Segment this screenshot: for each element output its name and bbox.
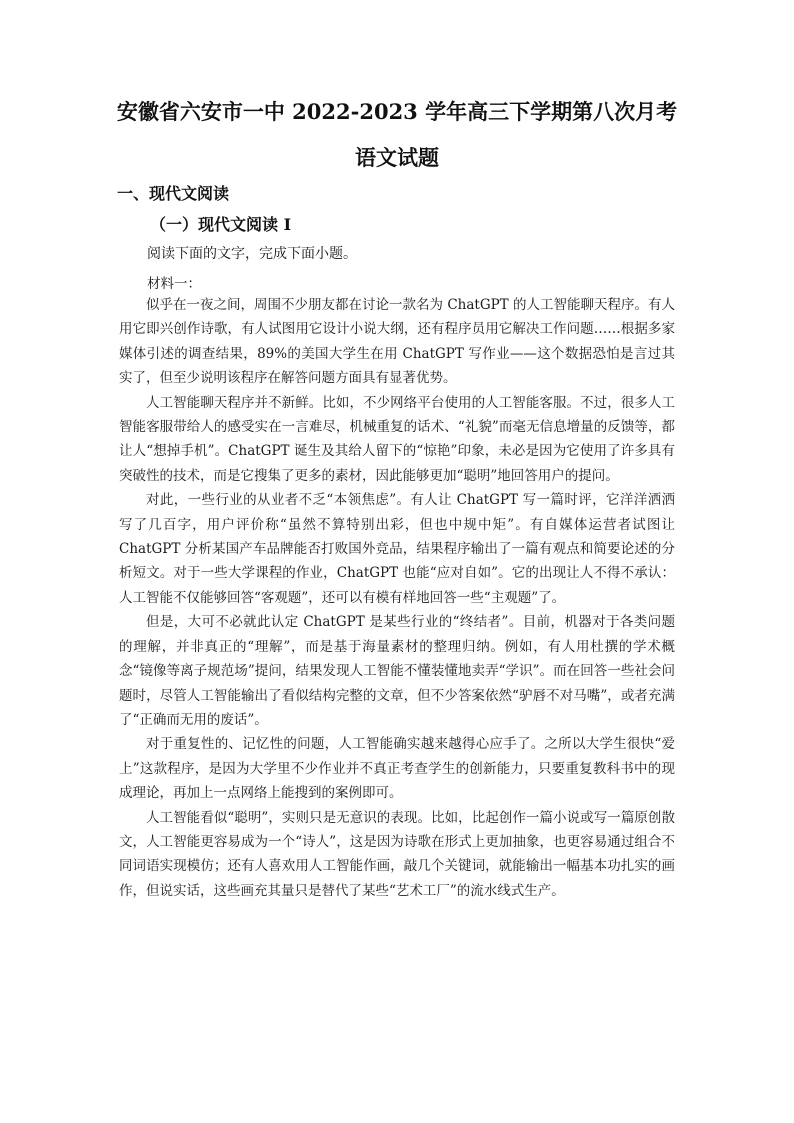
section-heading: 一、现代文阅读 (117, 184, 230, 203)
paragraph: 人工智能聊天程序并不新鲜。比如，不少网络平台使用的人工智能客服。不过，很多人工智能客服带给人的感受实在一言难尽，机械重复的话术、“礼貌”而毫无信息增量的反馈等，都让人“想掉手机”。ChatGPT 诞生及其给人留下的“惊艳”印象，未必是因为它使用了许多具有突破性的技术，而是它搜集了更多的素材，因此能够更加“聪明”地回答用户的提问。 (119, 394, 675, 484)
paragraph: 似乎在一夜之间，周围不少朋友都在讨论一款名为 ChatGPT 的人工智能聊天程序。有人用它即兴创作诗歌，有人试图用它设计小说大纲，还有程序员用它解决工作问题……根据多家媒体引述的调查结果，89%的美国大学生在用 ChatGPT 写作业——这个数据恐怕是言过其实了，但至少说明该程序在解答问题方面具有显著优势。 (119, 297, 675, 387)
paragraph: 但是，大可不必就此认定 ChatGPT 是某些行业的“终结者”。目前，机器对于各类问题的理解，并非真正的“理解”，而是基于海量素材的整理归纳。例如，有人用杜撰的学术概念“镜像等离子规范场”提问，结果发现人工智能不懂装懂地卖弄“学识”。而在回答一些社会问题时，尽管人工智能输出了看似结构完整的文章，但不少答案依然“驴唇不对马嘴”，或者充满了“正确而无用的废话”。 (119, 614, 675, 728)
material-label: 材料一： (147, 276, 201, 292)
paragraph: 对于重复性的、记忆性的问题，人工智能确实越来越得心应手了。之所以大学生很快“爱上”这款程序，是因为大学里不少作业并不真正考查学生的创新能力，只要重复教科书中的现成理论，再加上一点网络上能搜到的案例即可。 (119, 736, 675, 802)
paragraph: 人工智能看似“聪明”，实则只是无意识的表现。比如，比起创作一篇小说或写一篇原创散文，人工智能更容易成为一个“诗人”，这是因为诗歌在形式上更加抽象，也更容易通过组合不同词语实现模仿；还有人喜欢用人工智能作画，敲几个关键词，就能输出一幅基本功扎实的画作，但说实话，这些画充其量只是替代了某些“艺术工厂”的流水线式生产。 (119, 809, 675, 899)
paragraph: 对此，一些行业的从业者不乏“本领焦虑”。有人让 ChatGPT 写一篇时评，它洋洋洒洒写了几百字，用户评价称“虽然不算特别出彩，但也中规中矩”。有自媒体运营者试图让 ChatGPT 分析某国产车品牌能否打败国外竞品，结果程序输出了一篇有观点和简要论述的分析短文。对于一些大学课程的作业，ChatGPT 也能“应对自如”。它的出现让人不得不承认：人工智能不仅能够回答“客观题”，还可以有模有样地回答一些“主观题”了。 (119, 492, 675, 606)
document-title: 安徽省六安市一中 2022-2023 学年高三下学期第八次月考 (116, 99, 678, 124)
subsection-heading: （一）现代文阅读 I (150, 215, 292, 234)
reading-instruction: 阅读下面的文字，完成下面小题。 (147, 246, 357, 262)
article-body (119, 293, 675, 903)
document-subtitle: 语文试题 (355, 145, 439, 170)
